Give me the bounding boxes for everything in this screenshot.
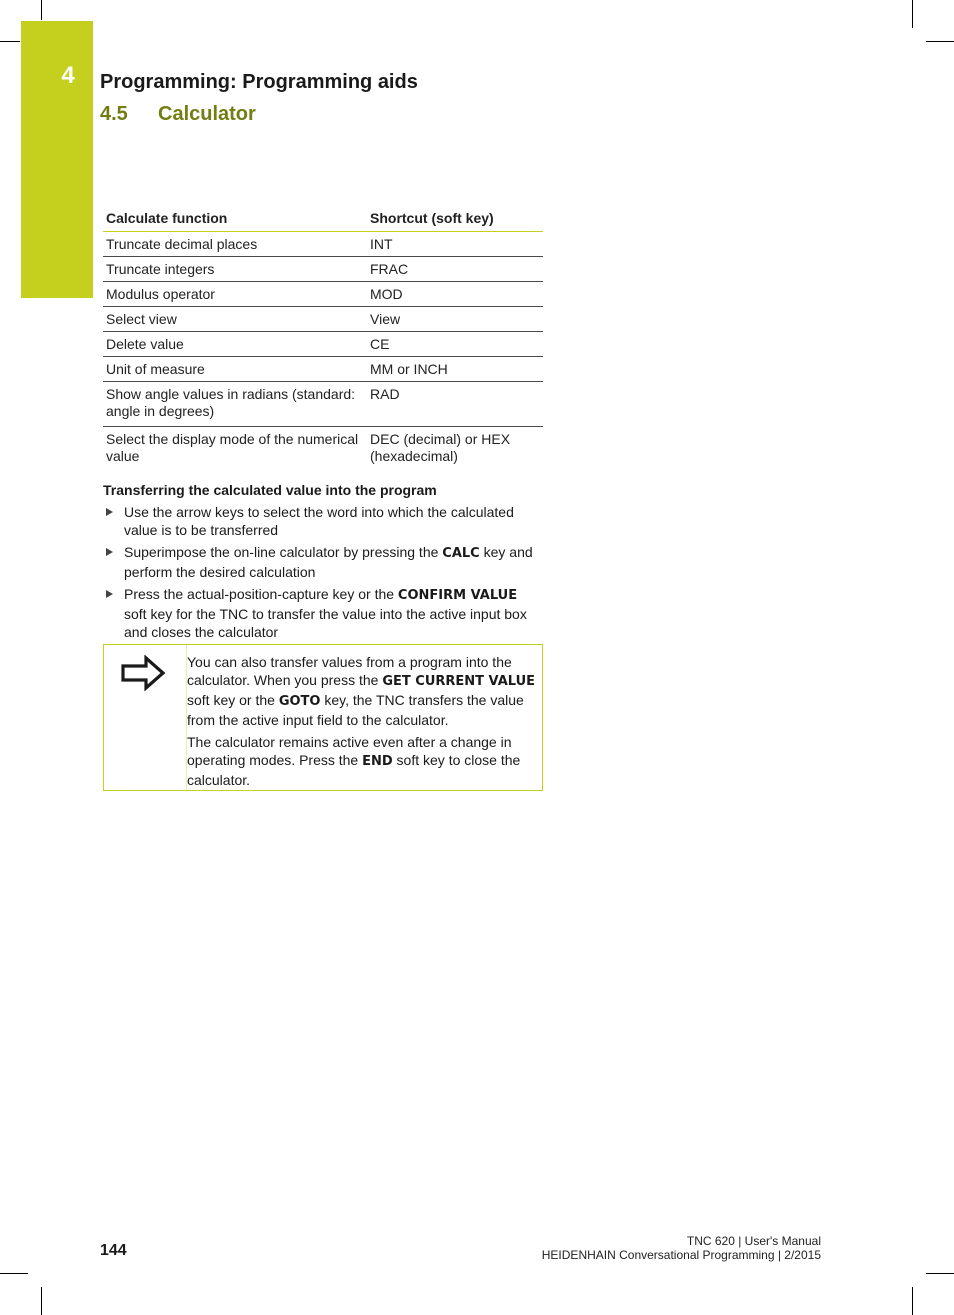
list-item bbox=[103, 503, 543, 539]
function-cell: Delete value bbox=[103, 332, 367, 357]
transfer-heading: Transferring the calculated value into the program bbox=[103, 482, 437, 498]
note-box bbox=[103, 644, 543, 791]
chapter-number: 4 bbox=[61, 62, 75, 89]
section-number: 4.5 bbox=[100, 103, 128, 125]
key-name: GOTO bbox=[278, 694, 321, 709]
note-text-run: The calculator remains active even after a change in operating modes. Press the bbox=[187, 734, 512, 768]
table-row bbox=[103, 382, 543, 427]
function-cell: Select the display mode of the numerical value bbox=[106, 431, 359, 464]
function-cell: Truncate integers bbox=[103, 257, 367, 282]
footer-line: TNC 620 | User's Manual bbox=[686, 1234, 821, 1248]
key-name: GET CURRENT VALUE bbox=[382, 674, 536, 689]
table-row bbox=[103, 427, 543, 469]
page-number: 144 bbox=[100, 1242, 127, 1259]
crop-mark bbox=[0, 1273, 28, 1274]
bullet-triangle-icon bbox=[106, 590, 113, 598]
shortcut-cell: FRAC bbox=[367, 257, 543, 282]
function-cell: Show angle values in radians (standard: angle in degrees) bbox=[103, 382, 367, 427]
note-paragraph bbox=[187, 653, 537, 729]
shortcut-cell: CE bbox=[367, 332, 543, 357]
note-paragraph bbox=[187, 733, 537, 789]
table-header-row bbox=[103, 206, 543, 232]
function-cell: Truncate decimal places bbox=[103, 232, 367, 257]
column-header-shortcut: Shortcut (soft key) bbox=[367, 206, 543, 232]
chapter-tab bbox=[21, 21, 93, 298]
shortcut-cell: DEC (decimal) or HEX (hexadecimal) bbox=[370, 431, 511, 464]
step-text: key and perform the desired calculation bbox=[124, 544, 533, 580]
note-text-run: soft key to close the calculator. bbox=[187, 752, 521, 788]
table-row bbox=[103, 307, 543, 332]
note-text-run: key, the TNC transfers the value from the active input field to the calculator. bbox=[187, 692, 524, 728]
table-row bbox=[103, 332, 543, 357]
shortcut-cell: View bbox=[367, 307, 543, 332]
calculator-functions-table bbox=[103, 206, 543, 468]
shortcut-cell: INT bbox=[367, 232, 543, 257]
transfer-steps-list bbox=[103, 503, 543, 645]
bullet-triangle-icon bbox=[106, 508, 113, 516]
list-item bbox=[103, 585, 543, 641]
step-text: Superimpose the on-line calculator by pressing the bbox=[124, 544, 443, 560]
shortcut-cell: RAD bbox=[367, 382, 543, 427]
section-title bbox=[100, 103, 256, 126]
table-row bbox=[103, 257, 543, 282]
key-name: END bbox=[362, 754, 393, 769]
step-text: Use the arrow keys to select the word into which the calculated value is to be transferred bbox=[124, 504, 514, 538]
note-text-run: soft key or the bbox=[187, 692, 279, 708]
column-header-function: Calculate function bbox=[103, 206, 367, 232]
note-text bbox=[187, 653, 537, 793]
key-name: CALC bbox=[442, 546, 480, 561]
crop-mark bbox=[912, 0, 913, 28]
footer bbox=[501, 1234, 821, 1262]
footer-line: HEIDENHAIN Conversational Programming | 2/2015 bbox=[541, 1248, 821, 1262]
crop-mark bbox=[926, 1273, 954, 1274]
table-row bbox=[103, 357, 543, 382]
shortcut-cell: MOD bbox=[367, 282, 543, 307]
function-cell: Unit of measure bbox=[103, 357, 367, 382]
crop-mark bbox=[926, 41, 954, 42]
crop-mark bbox=[41, 1287, 42, 1315]
table-row bbox=[103, 282, 543, 307]
step-text: soft key for the TNC to transfer the value into the active input box and closes the calculator bbox=[124, 606, 527, 640]
crop-mark bbox=[41, 0, 42, 20]
section-name: Calculator bbox=[158, 103, 256, 125]
step-text: Press the actual-position-capture key or the bbox=[124, 586, 398, 602]
bullet-triangle-icon bbox=[106, 548, 113, 556]
note-text-run: You can also transfer values from a program into the calculator. When you press the bbox=[187, 654, 512, 688]
chapter-title: Programming: Programming aids bbox=[100, 71, 418, 93]
table-row bbox=[103, 232, 543, 257]
function-cell: Modulus operator bbox=[103, 282, 367, 307]
function-cell: Select view bbox=[103, 307, 367, 332]
key-name: CONFIRM VALUE bbox=[397, 588, 518, 603]
crop-mark bbox=[912, 1287, 913, 1315]
crop-mark bbox=[0, 41, 20, 42]
arrow-right-icon bbox=[120, 655, 166, 691]
shortcut-cell: MM or INCH bbox=[367, 357, 543, 382]
list-item bbox=[103, 543, 543, 581]
